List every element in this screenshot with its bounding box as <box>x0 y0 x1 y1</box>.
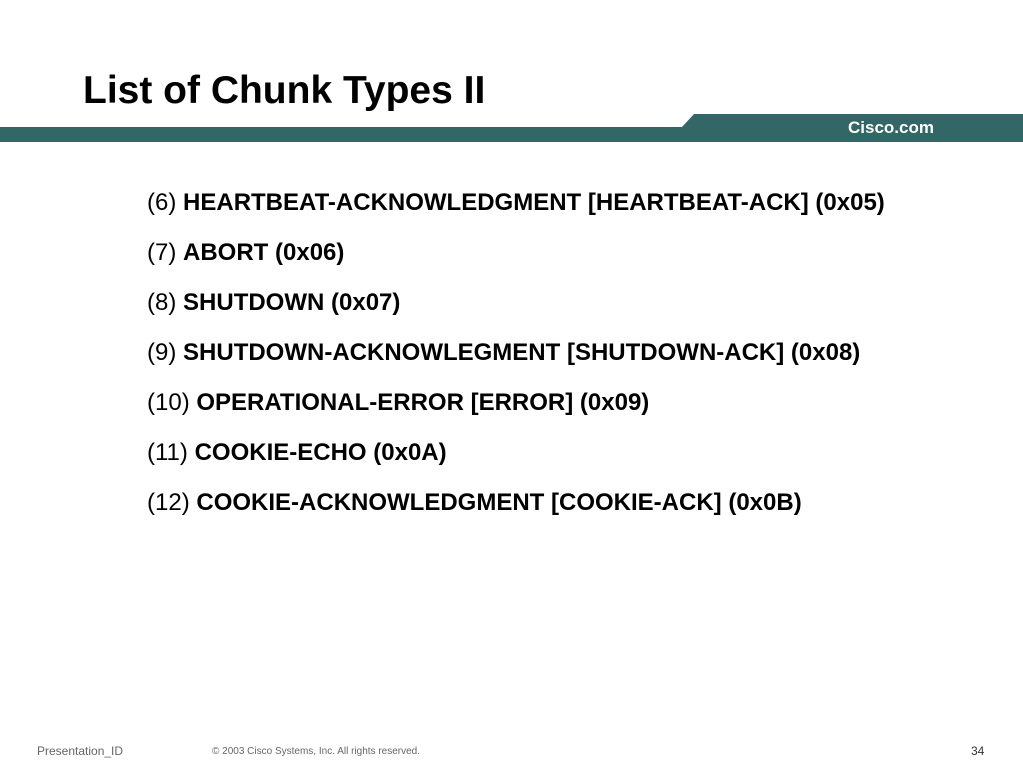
list-item <box>147 286 967 320</box>
footer-presentation-id: Presentation_ID <box>37 744 124 758</box>
list-item <box>147 186 967 220</box>
chunk-type-list <box>147 186 967 536</box>
chunk-name: HEARTBEAT-ACKNOWLEDGMENT [HEARTBEAT-ACK] (0x05) <box>183 189 885 216</box>
chunk-code: (12) <box>147 489 190 516</box>
chunk-name: ABORT (0x06) <box>183 239 345 266</box>
chunk-code: (8) <box>147 289 177 316</box>
chunk-code: (7) <box>147 239 177 266</box>
brand-label[interactable]: Cisco.com <box>848 118 934 137</box>
chunk-name: SHUTDOWN (0x07) <box>183 289 401 316</box>
list-item <box>147 486 967 520</box>
chunk-name: COOKIE-ACKNOWLEDGMENT [COOKIE-ACK] (0x0B) <box>196 489 802 516</box>
list-item <box>147 436 967 470</box>
footer-page-number: 34 <box>971 744 985 758</box>
chunk-code: (11) <box>147 439 188 466</box>
list-item <box>147 336 967 370</box>
chunk-code: (9) <box>147 339 177 366</box>
chunk-name: SHUTDOWN-ACKNOWLEGMENT [SHUTDOWN-ACK] (0x08) <box>183 339 861 366</box>
chunk-name: OPERATIONAL-ERROR [ERROR] (0x09) <box>196 389 650 416</box>
chunk-code: (6) <box>147 189 177 216</box>
list-item <box>147 386 967 420</box>
list-item <box>147 236 967 270</box>
chunk-name: COOKIE-ECHO (0x0A) <box>194 439 447 466</box>
slide-title: List of Chunk Types II <box>83 69 486 112</box>
chunk-code: (10) <box>147 389 190 416</box>
footer-copyright: © 2003 Cisco Systems, Inc. All rights reserved. <box>212 746 421 757</box>
